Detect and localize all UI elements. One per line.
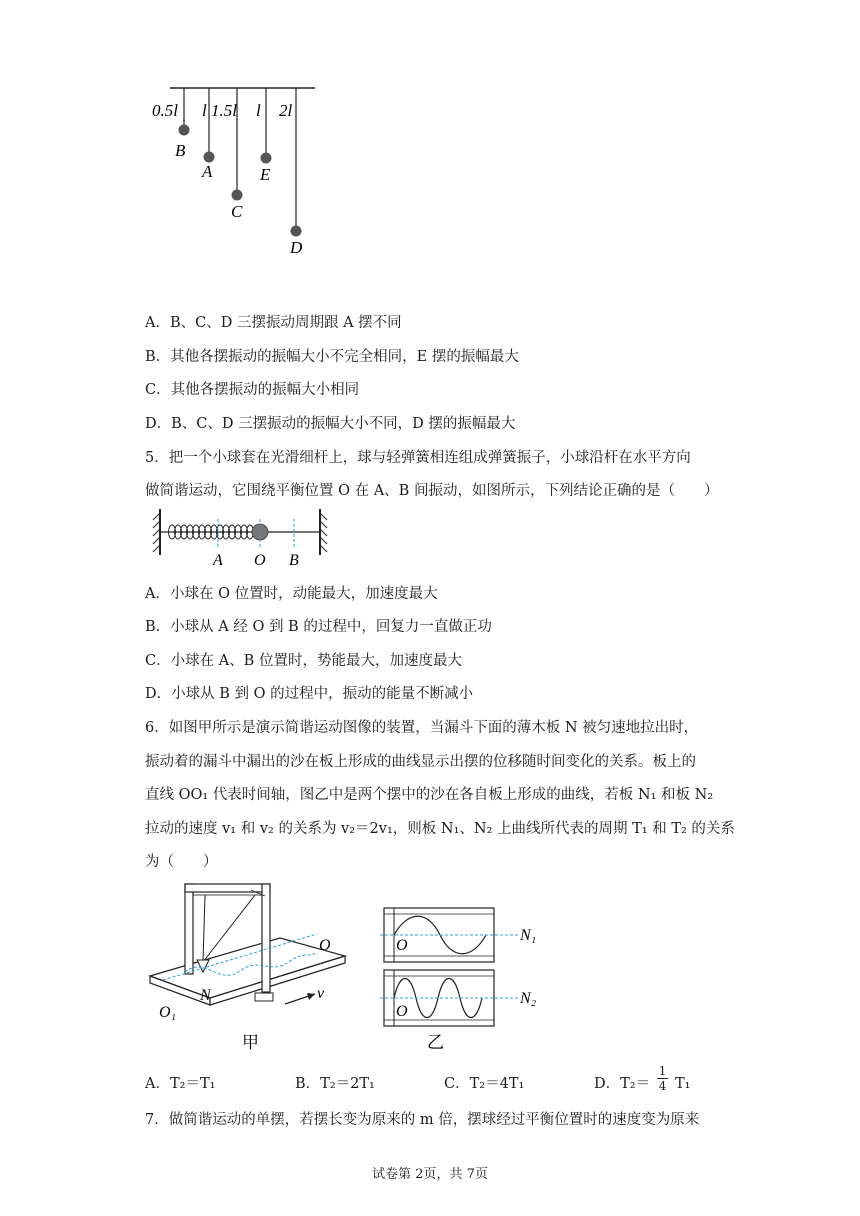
length-label: 0.5l (152, 101, 178, 120)
ball-label: D (290, 238, 303, 257)
ball-A (204, 152, 215, 163)
svg-text:v: v (317, 985, 325, 1002)
svg-text:O₁: O₁ (159, 1004, 177, 1021)
svg-text:O: O (319, 937, 331, 954)
length-label: l (256, 101, 261, 120)
q5-option-c: C．小球在 A、B 位置时，势能最大，加速度最大 (145, 653, 462, 669)
figure-yi (380, 900, 555, 1052)
svg-text:O: O (254, 552, 266, 569)
ball-label: B (175, 141, 186, 160)
svg-text:A: A (213, 552, 223, 569)
page-footer: 试卷第 2页，共 7页 (372, 1167, 488, 1182)
svg-text:O: O (396, 937, 408, 954)
figure-jia (145, 876, 365, 1056)
ball-E (261, 153, 272, 164)
ball-label: C (231, 202, 243, 221)
q5-option-d: D．小球从 B 到 O 的过程中，振动的能量不断减小 (145, 686, 474, 702)
svg-text:乙: 乙 (427, 1033, 444, 1052)
q6-option-c: C．T₂＝4T₁ (444, 1076, 525, 1092)
q4-option-d: D．B、C、D 三摆振动的振幅大小不同，D 摆的振幅最大 (145, 416, 516, 432)
pendulum-figure (145, 80, 335, 265)
q5-option-b: B．小球从 A 经 O 到 B 的过程中，回复力一直做正功 (145, 619, 492, 635)
q6-stem: 拉动的速度 v₁ 和 v₂ 的关系为 v₂＝2v₁，则板 N₁、N₂ 上曲线所代表的周期 T₁ 和 T₂ 的关系 (145, 821, 735, 837)
q6-stem: 振动着的漏斗中漏出的沙在板上形成的曲线显示出摆的位移随时间变化的关系。板上的 (145, 754, 696, 770)
ball-label: A (202, 162, 213, 181)
spring (169, 525, 254, 539)
q6-option-b: B．T₂＝2T₁ (295, 1076, 375, 1092)
q5-option-a: A．小球在 O 位置时，动能最大，加速度最大 (145, 586, 438, 602)
q5-stem: 做简谐运动，它围绕平衡位置 O 在 A、B 间振动，如图所示，下列结论正确的是（ ） (145, 483, 719, 499)
length-label: 1.5l (211, 101, 237, 120)
q4-option-c: C．其他各摆振动的振幅大小相同 (145, 382, 360, 398)
svg-text:O: O (396, 1003, 408, 1020)
svg-text:N₁: N₁ (520, 927, 537, 944)
q6-option-a: A．T₂＝T₁ (145, 1076, 216, 1092)
q6-stem: 6．如图甲所示是演示简谐运动图像的装置，当漏斗下面的薄木板 N 被匀速地拉出时， (145, 720, 699, 736)
q6-option-d: D．T₂＝ $\frac{1}{4}$ T₁ (594, 1064, 691, 1093)
ball-B (179, 125, 190, 136)
svg-text:甲: 甲 (242, 1033, 259, 1052)
q5-stem: 5．把一个小球套在光滑细杆上，球与轻弹簧相连组成弹簧振子，小球沿杆在水平方向 (145, 450, 691, 466)
length-label: 2l (279, 101, 293, 120)
q6-stem: 为（ ） (145, 854, 218, 870)
q6-stem: 直线 OO₁ 代表时间轴，图乙中是两个摆中的沙在各自板上形成的曲线，若板 N₁ 和板 N₂ (145, 787, 714, 803)
length-label: l (202, 101, 207, 120)
spring-oscillator-figure (150, 507, 335, 569)
ball-C (232, 190, 243, 201)
ball-label: E (260, 165, 271, 184)
svg-text:N₂: N₂ (520, 990, 537, 1007)
q7-stem: 7．做简谐运动的单摆，若摆长变为原来的 m 倍，摆球经过平衡位置时的速度变为原来 (145, 1112, 700, 1128)
q4-option-b: B．其他各摆振动的振幅大小不完全相同，E 摆的振幅最大 (145, 349, 519, 365)
fraction: $\frac{1}{4}$ (658, 1064, 667, 1093)
ball-D (291, 226, 302, 237)
svg-text:B: B (289, 552, 299, 569)
svg-text:N: N (200, 987, 211, 1004)
q4-option-a: A．B、C、D 三摆振动周期跟 A 摆不同 (145, 315, 402, 331)
